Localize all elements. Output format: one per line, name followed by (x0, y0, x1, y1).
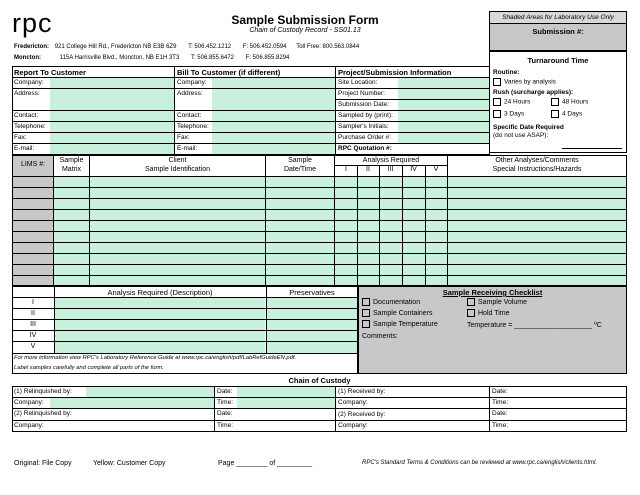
temperature-field[interactable]: Temperature = ____________________ ºC (467, 322, 602, 329)
moncton-address (14, 55, 289, 61)
recv1-time-label: Time: (492, 399, 509, 406)
other-header-2: Special Instructions/Hazards (492, 166, 582, 173)
fredericton-phone: T: 506.452.1212 (188, 44, 232, 50)
sample-volume-checkbox[interactable] (467, 298, 475, 306)
h48-label: 48 Hours (562, 98, 589, 106)
table-row-divider (12, 220, 627, 221)
recv2-time-label: Time: (492, 422, 509, 429)
quotation-label: RPC Quotation #: (338, 145, 392, 152)
bill-contact-input[interactable] (212, 111, 335, 121)
matrix-header-1: Sample (59, 157, 84, 164)
lims-header: LIMS #: (20, 161, 46, 168)
roman-header-2: II (366, 166, 370, 173)
sample-volume-option[interactable] (467, 298, 527, 306)
moncton-label: Moncton: (14, 55, 41, 61)
relinq2-date-label: Date: (217, 410, 233, 417)
sample-containers-option[interactable] (362, 309, 433, 317)
report-telephone-label: Telephone: (14, 123, 46, 130)
roman-header-4: IV (410, 166, 417, 173)
relinq2-label: (2) Relinquished by: (14, 410, 72, 417)
hold-time-checkbox[interactable] (467, 309, 475, 317)
d3-checkbox[interactable] (493, 110, 501, 118)
label-note: Label samples carefully and complete all parts of the form. (14, 365, 164, 371)
fredericton-tollfree: Toll Free: 800.563.0844 (296, 44, 360, 50)
relinq1-time-input[interactable] (237, 398, 335, 408)
rush-row-2 (493, 110, 626, 121)
roman-header-1: I (345, 166, 347, 173)
bill-header: Bill To Customer (if different) (177, 68, 281, 77)
analysis-row-v: V (30, 343, 36, 350)
turnaround-panel (489, 51, 627, 153)
varies-option[interactable] (493, 78, 626, 86)
recv2-label: (2) Received by: (338, 411, 386, 418)
bill-email-input[interactable] (212, 144, 335, 154)
bill-fax-input[interactable] (212, 133, 335, 143)
recv2-date-label: Date: (492, 410, 508, 417)
custody-title: Chain of Custody (288, 376, 351, 385)
analysis-header: Analysis Required (362, 157, 420, 164)
analysis-row-ii: II (31, 310, 35, 317)
client-header-2: Sample Identification (145, 166, 210, 173)
rpc-logo: rpc (12, 8, 53, 38)
relinq1-company-input[interactable] (50, 398, 214, 408)
samplers-initials-label: Sampler's Initials: (338, 123, 389, 130)
table-row-divider (12, 275, 627, 276)
table-row-divider (12, 231, 627, 232)
d4-checkbox[interactable] (551, 110, 559, 118)
submission-number-label: Submission #: (532, 27, 584, 36)
sample-containers-checkbox[interactable] (362, 309, 370, 317)
preservatives-inputs[interactable] (267, 298, 357, 353)
sample-temperature-label: Sample Temperature (373, 320, 438, 328)
table-row-divider (12, 198, 627, 199)
preservatives-header: Preservatives (289, 288, 335, 297)
bill-email-label: E-mail: (177, 145, 198, 152)
date-header-1: Sample (288, 157, 312, 164)
page-number: Page ________ of _________ (218, 460, 313, 467)
project-header: Project/Submission Information (338, 68, 452, 77)
bill-telephone-label: Telephone: (177, 123, 209, 130)
table-column-divider (379, 165, 380, 286)
roman-header-3: III (387, 166, 394, 173)
checklist-title: Sample Receiving Checklist (442, 288, 543, 297)
report-fax-input[interactable] (50, 133, 174, 143)
report-address-label: Address: (14, 90, 40, 97)
relinq2-company-label: Company: (14, 422, 44, 429)
fredericton-street: 921 College Hill Rd., Fredericton NB E3B 6Z9 (54, 44, 177, 50)
analysis-row-iv: IV (29, 332, 37, 339)
recv1-label: (1) Received by: (338, 388, 386, 395)
project-number-label: Project Number: (338, 90, 385, 97)
bill-company-label: Company: (177, 79, 207, 86)
other-header-1: Other Analyses/Comments (495, 157, 579, 164)
sample-temperature-option[interactable] (362, 320, 438, 328)
h24-checkbox[interactable] (493, 98, 501, 106)
h24-option[interactable] (493, 98, 530, 106)
recv1-date-label: Date: (492, 388, 508, 395)
report-email-input[interactable] (50, 144, 174, 154)
matrix-header-2: Matrix (61, 166, 82, 173)
rush-row-1 (493, 98, 626, 109)
specific-date-line[interactable] (562, 148, 622, 149)
table-column-divider (357, 165, 358, 286)
rush-label: Rush (surcharge applies): (493, 89, 574, 96)
table-column-divider (402, 165, 403, 286)
date-header-2: Date/Time (283, 166, 317, 173)
table-row-divider (12, 253, 627, 254)
recv2-company-label: Company: (338, 422, 368, 429)
relinq1-input[interactable] (86, 387, 214, 397)
bill-company-input[interactable] (212, 78, 335, 88)
analysis-desc-inputs[interactable] (55, 298, 265, 353)
site-location-label: Site Location: (338, 79, 378, 86)
sample-volume-label: Sample Volume (478, 298, 528, 306)
bill-contact-label: Contact: (177, 112, 202, 119)
analysis-row-iii: III (30, 321, 36, 328)
report-company-input[interactable] (50, 78, 174, 88)
lab-use-box (489, 11, 627, 51)
routine-label: Routine: (493, 69, 520, 76)
table-column-divider (425, 165, 426, 286)
analysis-desc-header: Analysis Required (Description) (107, 288, 213, 297)
d4-option[interactable] (551, 110, 582, 118)
no-asap-label: (do not use ASAP): (493, 132, 549, 139)
report-address-input[interactable] (50, 89, 174, 110)
fredericton-fax: F: 506.452.0594 (242, 44, 287, 50)
turnaround-title: Turnaround Time (527, 56, 589, 65)
form-subtitle: Chain of Custody Record - SS01.13 (249, 27, 361, 34)
varies-checkbox[interactable] (493, 78, 501, 86)
hold-time-option[interactable] (467, 309, 510, 317)
table-row-divider (12, 176, 627, 177)
relinq1-label: (1) Relinquished by: (14, 388, 72, 395)
relinq1-date-label: Date: (217, 388, 233, 395)
bill-address-input[interactable] (212, 89, 335, 110)
client-header-1: Client (168, 157, 187, 164)
documentation-label: Documentation (373, 298, 421, 306)
relinq1-time-label: Time: (217, 399, 234, 406)
h48-option[interactable] (551, 98, 588, 106)
reference-note: For more information view RPC's Laboratory Reference Guide at www.rpc.ca/english/pdf/LabRefGuideEN.pdf. (14, 355, 297, 361)
comments-label: Comments: (362, 333, 398, 340)
fredericton-address (14, 44, 359, 50)
sample-containers-label: Sample Containers (373, 309, 433, 317)
fredericton-label: Fredericton: (14, 44, 50, 50)
table-row-divider (12, 187, 627, 188)
sampled-by-label: Sampled by (print): (338, 112, 393, 119)
form-title: Sample Submission Form (231, 13, 379, 27)
relinq1-date-input[interactable] (237, 387, 335, 397)
report-contact-input[interactable] (50, 111, 174, 121)
bill-fax-label: Fax: (177, 134, 190, 141)
po-label: Purchase Order #: (338, 134, 392, 141)
analysis-row-i: I (32, 299, 34, 306)
moncton-fax: F: 506.855.8294 (245, 55, 290, 61)
bill-telephone-input[interactable] (212, 122, 335, 132)
report-email-label: E-mail: (14, 145, 35, 152)
sample-temperature-checkbox[interactable] (362, 320, 370, 328)
d3-option[interactable] (493, 110, 524, 118)
documentation-checkbox[interactable] (362, 298, 370, 306)
d4-label: 4 Days (562, 110, 583, 118)
moncton-phone: T: 506.855.6472 (190, 55, 234, 61)
recv1-company-label: Company: (338, 399, 368, 406)
specific-date-label: Specific Date Required (493, 124, 564, 131)
varies-label: Varies by analysis (504, 78, 556, 86)
hold-time-label: Hold Time (478, 309, 510, 317)
relinq1-company-label: Company: (14, 399, 44, 406)
h24-label: 24 Hours (504, 98, 531, 106)
report-contact-label: Contact: (14, 112, 39, 119)
d3-label: 3 Days (504, 110, 525, 118)
h48-checkbox[interactable] (551, 98, 559, 106)
bill-address-label: Address: (177, 90, 203, 97)
terms-note: RPC's Standard Terms & Conditions can be reviewed at www.rpc.ca/english/clients.html. (362, 460, 598, 466)
report-fax-label: Fax: (14, 134, 27, 141)
moncton-street: 115A Harrisville Blvd., Moncton, NB E1H 3T3 (59, 55, 180, 61)
table-row-divider (12, 209, 627, 210)
yellow-copy: Yellow: Customer Copy (93, 460, 166, 467)
roman-header-5: V (433, 166, 439, 173)
relinq2-time-label: Time: (217, 422, 234, 429)
report-header: Report To Customer (14, 68, 86, 77)
documentation-option[interactable] (362, 298, 420, 306)
original-copy: Original: File Copy (14, 460, 72, 467)
table-row-divider (12, 242, 627, 243)
table-row-divider (12, 264, 627, 265)
report-company-label: Company: (14, 79, 44, 86)
submission-date-label: Submission Date: (338, 101, 389, 108)
report-telephone-input[interactable] (50, 122, 174, 132)
shaded-note: Shaded Areas for Laboratory Use Only (490, 12, 626, 24)
